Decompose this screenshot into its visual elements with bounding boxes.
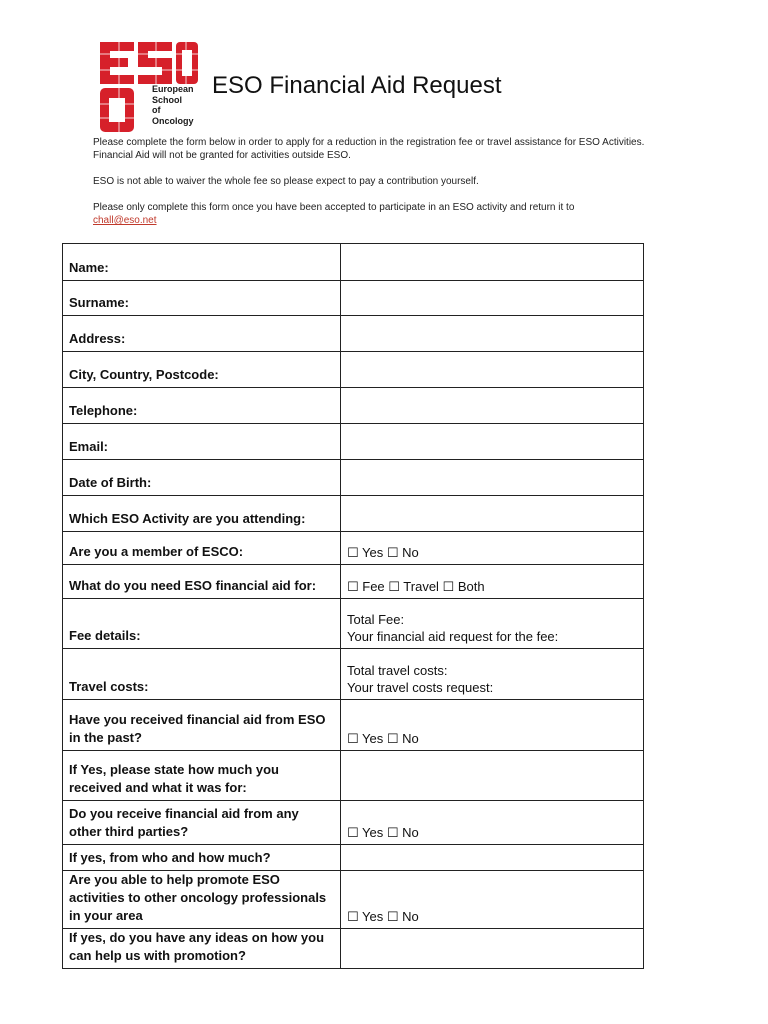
form-label: Telephone: xyxy=(63,388,341,424)
intro-paragraph-1: Please complete the form below in order to apply for a reduction in the registration fee or travel assistance for ESO Activities. Financial Aid will not be granted for activities outside ESO. xyxy=(93,137,645,161)
form-label: What do you need ESO financial aid for: xyxy=(63,565,341,599)
form-label: Are you a member of ESCO: xyxy=(63,532,341,565)
form-row xyxy=(63,532,644,565)
form-label: Surname: xyxy=(63,281,341,316)
form-label: Date of Birth: xyxy=(63,460,341,496)
form-value-field[interactable] xyxy=(341,565,644,599)
form-value-field[interactable] xyxy=(341,244,644,281)
form-value-field[interactable] xyxy=(341,388,644,424)
form-row xyxy=(63,700,644,751)
form-value-field[interactable] xyxy=(341,424,644,460)
form-label: If yes, do you have any ideas on how you can help us with promotion? xyxy=(63,929,341,969)
form-value-field[interactable] xyxy=(341,496,644,532)
intro-text xyxy=(93,136,653,240)
form-value-field[interactable] xyxy=(341,316,644,352)
form-value-field[interactable] xyxy=(341,700,644,751)
form-row xyxy=(63,751,644,801)
form-row xyxy=(63,565,644,599)
form-row xyxy=(63,496,644,532)
form-value-field[interactable] xyxy=(341,599,644,649)
form-row xyxy=(63,649,644,700)
form-value-field[interactable] xyxy=(341,929,644,969)
form-value-text: ☐ Yes ☐ No xyxy=(347,825,419,840)
form-value-text: ☐ Yes ☐ No xyxy=(347,909,419,924)
form-value-text: Total Fee: xyxy=(347,612,405,627)
financial-aid-form xyxy=(62,243,644,969)
page-title: ESO Financial Aid Request xyxy=(212,72,502,99)
form-row xyxy=(63,460,644,496)
form-row xyxy=(63,801,644,845)
form-value-text: Your financial aid request for the fee: xyxy=(347,629,559,644)
form-label: If Yes, please state how much you received and what it was for: xyxy=(63,751,341,801)
form-row xyxy=(63,316,644,352)
form-value-field[interactable] xyxy=(341,532,644,565)
form-value-text: ☐ Yes ☐ No xyxy=(347,731,419,746)
form-label: Email: xyxy=(63,424,341,460)
form-value-text: Total travel costs: xyxy=(347,663,448,678)
form-value-field[interactable] xyxy=(341,352,644,388)
form-label: Are you able to help promote ESO activities to other oncology professionals in your area xyxy=(63,871,341,929)
form-value-field[interactable] xyxy=(341,649,644,700)
form-label: Which ESO Activity are you attending: xyxy=(63,496,341,532)
form-value-text: Your travel costs request: xyxy=(347,680,494,695)
form-value-text: ☐ Yes ☐ No xyxy=(347,545,419,560)
form-row xyxy=(63,388,644,424)
form-label: Do you receive financial aid from any other third parties? xyxy=(63,801,341,845)
form-label: Have you received financial aid from ESO in the past? xyxy=(63,700,341,751)
form-row xyxy=(63,929,644,969)
intro-paragraph-3: Please only complete this form once you have been accepted to participate in an ESO activity and return it to chall@eso.net xyxy=(93,202,575,226)
form-row xyxy=(63,281,644,316)
logo-text: European School of Oncology xyxy=(152,84,194,126)
form-row xyxy=(63,352,644,388)
form-value-text: ☐ Fee ☐ Travel ☐ Both xyxy=(347,579,485,594)
form-value-field[interactable] xyxy=(341,281,644,316)
intro-paragraph-2: ESO is not able to waiver the whole fee so please expect to pay a contribution yourself. xyxy=(93,176,479,187)
form-label: City, Country, Postcode: xyxy=(63,352,341,388)
form-value-field[interactable] xyxy=(341,845,644,871)
form-label: Address: xyxy=(63,316,341,352)
form-row xyxy=(63,599,644,649)
contact-email-link[interactable]: chall@eso.net xyxy=(93,215,157,226)
form-value-field[interactable] xyxy=(341,751,644,801)
form-row xyxy=(63,424,644,460)
form-value-field[interactable] xyxy=(341,460,644,496)
form-row xyxy=(63,244,644,281)
form-value-field[interactable] xyxy=(341,801,644,845)
form-row xyxy=(63,845,644,871)
form-label: Fee details: xyxy=(63,599,341,649)
form-label: If yes, from who and how much? xyxy=(63,845,341,871)
form-value-field[interactable] xyxy=(341,871,644,929)
form-row xyxy=(63,871,644,929)
form-label: Name: xyxy=(63,244,341,281)
form-label: Travel costs: xyxy=(63,649,341,700)
